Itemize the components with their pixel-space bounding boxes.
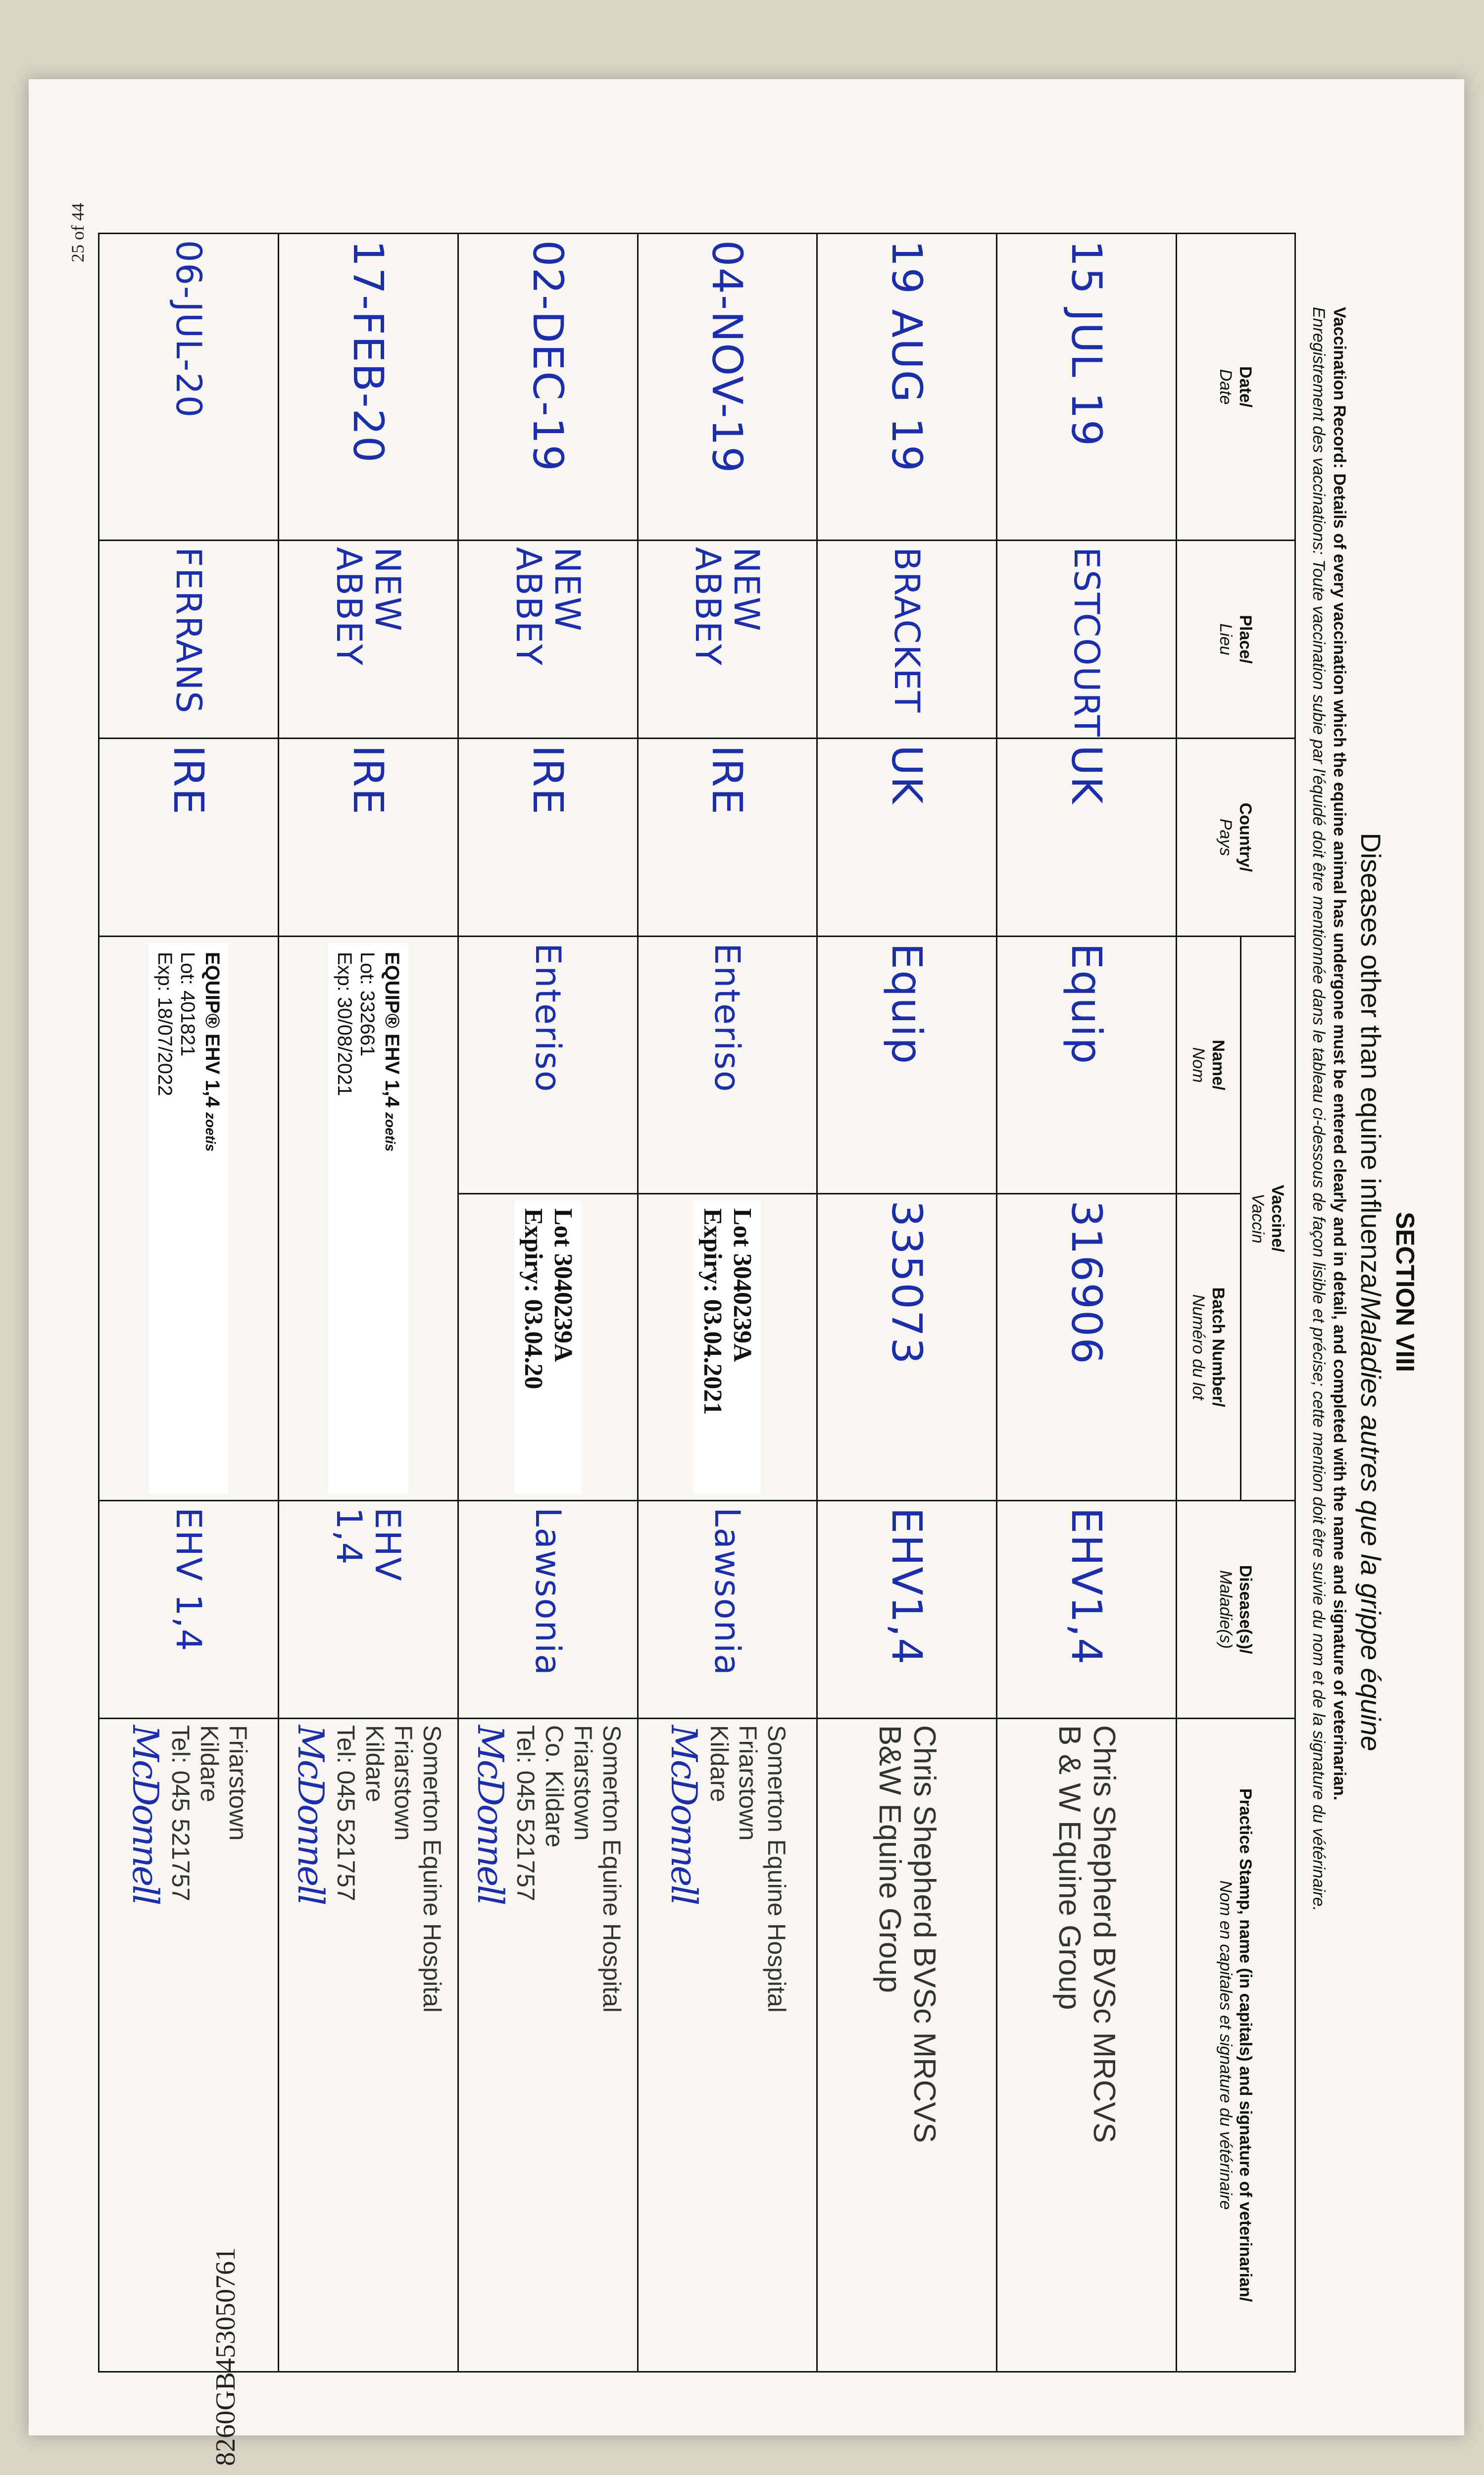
cell-place: NEW ABBEY — [278, 541, 458, 739]
table-row — [638, 234, 817, 2372]
cell-date: 02-DEC-19 — [458, 234, 638, 541]
cell-batch: 335073 — [817, 1194, 997, 1501]
practice-stamp: Friarstown Kildare Tel: 045 521757 — [166, 1725, 252, 1901]
cell-place: FERRANS — [99, 541, 279, 739]
cell-country: UK — [997, 739, 1177, 937]
zoetis-logo: zoetis — [382, 1112, 398, 1152]
cell-name: Equip — [817, 937, 997, 1194]
cell-practice — [997, 1719, 1177, 2372]
veterinarian-signature: McDonnell — [663, 1725, 705, 1904]
cell-country: IRE — [99, 739, 279, 937]
header-country: Country/ Pays — [1177, 739, 1295, 937]
cell-place: ESTCOURT — [997, 541, 1177, 739]
cell-date: 06-JUL-20 — [99, 234, 279, 541]
cell-vaccine-label — [99, 937, 279, 1501]
cell-practice — [99, 1719, 279, 2372]
cell-practice — [278, 1719, 458, 2372]
instruction-label: Vaccination Record: — [1330, 307, 1349, 469]
zoetis-logo: zoetis — [202, 1112, 218, 1152]
cell-disease: EHV 1,4 — [278, 1501, 458, 1719]
table-row — [817, 234, 997, 2372]
batch-label: Lot 3040239A Expiry: 03.04.20 — [514, 1200, 582, 1494]
vaccine-product-label: EQUIP® EHV 1,4zoetis Lot: 401821 Exp: 18/07/2022 — [148, 943, 229, 1494]
cell-disease: EHV1,4 — [997, 1501, 1177, 1719]
veterinarian-signature: McDonnell — [290, 1725, 332, 1904]
instructions — [1308, 228, 1350, 2356]
practice-stamp: Chris Shepherd BVSc MRCVS B & W Equine Group — [1052, 1725, 1122, 2143]
table-row — [997, 234, 1177, 2372]
instruction-fr: Enregistrement des vaccinations: Toute vaccination subie par l'équidé doit être mentionnée dans le tableau ci-dessous de façon lisible et précise; cette mention doit être suivie du nom et de la signature du vétérinaire. — [1309, 307, 1328, 1911]
cell-practice — [638, 1719, 817, 2372]
section-subtitle — [1355, 228, 1387, 2356]
header-disease: Disease(s)/ Maladie(s) — [1177, 1501, 1295, 1719]
header-place: Place/ Lieu — [1177, 541, 1295, 739]
cell-name: Enteriso — [458, 937, 638, 1194]
cell-date: 19 AUG 19 — [817, 234, 997, 541]
cell-place: NEW ABBEY — [458, 541, 638, 739]
cell-date: 04-NOV-19 — [638, 234, 817, 541]
cell-batch — [638, 1194, 817, 1501]
batch-label: Lot 3040239A Expiry: 03.04.2021 — [693, 1200, 761, 1494]
cell-date: 15 JUL 19 — [997, 234, 1177, 541]
vaccine-product-label: EQUIP® EHV 1,4zoetis Lot: 332661 Exp: 30/08/2021 — [328, 943, 408, 1494]
table-row — [458, 234, 638, 2372]
cell-place: NEW ABBEY — [638, 541, 817, 739]
practice-stamp: Somerton Equine Hospital Friarstown Co. Kildare Tel: 045 521757 — [511, 1725, 626, 2013]
cell-country: IRE — [638, 739, 817, 937]
header-vaccine: Vaccine/ Vaccin — [1241, 937, 1295, 1501]
practice-stamp: Somerton Equine Hospital Friarstown Kildare — [705, 1725, 791, 2013]
veterinarian-signature: McDonnell — [469, 1725, 511, 1904]
cell-country: UK — [817, 739, 997, 937]
cell-place: BRACKET — [817, 541, 997, 739]
header-practice: Practice Stamp, name (in capitals) and signature of veterinarian/ Nom en capitales et signature du vétérinaire — [1177, 1719, 1295, 2372]
cell-disease: Lawsonia — [638, 1501, 817, 1719]
veterinarian-signature: McDonnell — [124, 1725, 166, 1904]
cell-practice — [817, 1719, 997, 2372]
cell-disease: EHV 1,4 — [99, 1501, 279, 1719]
subtitle-fr: Maladies autres que la grippe équine — [1355, 1296, 1386, 1751]
cell-practice — [458, 1719, 638, 2372]
passport-page — [29, 79, 1464, 2466]
practice-stamp: Somerton Equine Hospital Friarstown Kildare Tel: 045 521757 — [332, 1725, 446, 2013]
cell-country: IRE — [458, 739, 638, 937]
practice-stamp: Chris Shepherd BVSc MRCVS B&W Equine Group — [873, 1725, 942, 2143]
table-row — [99, 234, 279, 2372]
subtitle-en: Diseases other than equine influenza/ — [1355, 833, 1386, 1297]
cell-disease: Lawsonia — [458, 1501, 638, 1719]
header-date: Date/ Date — [1177, 234, 1295, 541]
page-number: 25 of 44 — [68, 203, 88, 262]
vaccination-table — [98, 233, 1296, 2373]
instruction-en: Details of every vaccination which the equine animal has undergone must be entered clearly and in detail, and completed with the name and signature of veterinarian. — [1330, 473, 1349, 1801]
cell-date: 17-FEB-20 — [278, 234, 458, 541]
cell-batch — [458, 1194, 638, 1501]
cell-country: IRE — [278, 739, 458, 937]
section-title: SECTION VIII — [1390, 1212, 1419, 1372]
cell-vaccine-label — [278, 937, 458, 1501]
cell-name: Equip — [997, 937, 1177, 1194]
section-header — [1308, 228, 1420, 2356]
table-row — [278, 234, 458, 2372]
cell-name: Enteriso — [638, 937, 817, 1194]
cell-batch: 316906 — [997, 1194, 1177, 1501]
passport-reference-number: 8260GB453050761 — [210, 2247, 241, 2466]
cell-disease: EHV1,4 — [817, 1501, 997, 1719]
header-name: Name/ Nom — [1177, 937, 1241, 1194]
header-batch: Batch Number/ Numéro du lot — [1177, 1194, 1241, 1501]
